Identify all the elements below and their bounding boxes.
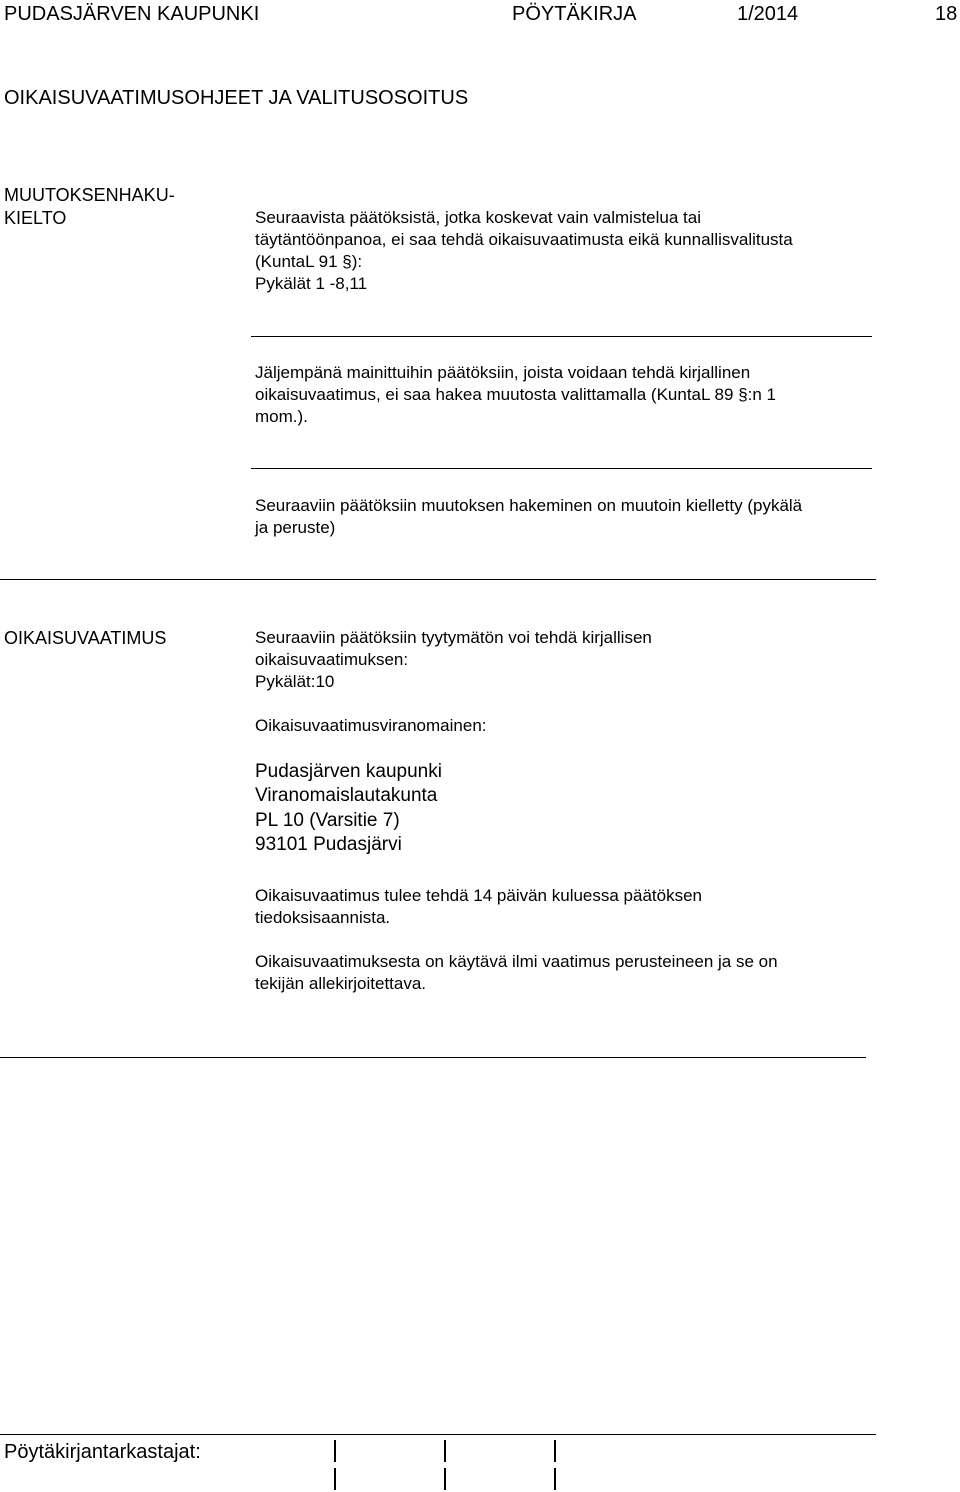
signature-separator [554, 1440, 556, 1462]
address-line: Viranomaislautakunta [255, 785, 438, 806]
signature-separator [444, 1468, 446, 1490]
authority-label: Oikaisuvaatimusviranomainen: [255, 716, 487, 735]
claim-intro-line: oikaisuvaatimuksen: [255, 650, 409, 669]
footer-rule [0, 1434, 876, 1435]
signature-separator [334, 1468, 336, 1490]
header-doc-number: 1/2014 [737, 3, 799, 25]
header-org: PUDASJÄRVEN KAUPUNKI [4, 3, 260, 25]
ban-para1-line: Seuraavista päätöksistä, jotka koskevat vain valmistelua tai [255, 208, 702, 227]
ban-para3-line: Seuraaviin päätöksiin muutoksen hakeminen on muutoin kielletty (pykälä [255, 496, 803, 515]
page-title: OIKAISUVAATIMUSOHJEET JA VALITUSOSOITUS [4, 87, 469, 109]
deadline-line: tiedoksisaannista. [255, 908, 391, 927]
signature-separator [554, 1468, 556, 1490]
header-doc-type: PÖYTÄKIRJA [512, 3, 637, 25]
ban-para1-line: täytäntöönpanoa, ei saa tehdä oikaisuvaatimusta eikä kunnallisvalitusta [255, 230, 793, 249]
ban-para2-line: oikaisuvaatimus, ei saa hakea muutosta valittamalla (KuntaL 89 §:n 1 [255, 385, 776, 404]
address-line: PL 10 (Varsitie 7) [255, 810, 400, 831]
footer-label: Pöytäkirjantarkastajat: [4, 1441, 201, 1463]
deadline-line: Oikaisuvaatimus tulee tehdä 14 päivän kuluessa päätöksen [255, 886, 703, 905]
ban-para1-line: (KuntaL 91 §): [255, 252, 363, 271]
signature-separator [334, 1440, 336, 1462]
section-label-ban-line2: KIELTO [4, 208, 67, 228]
content-line: Oikaisuvaatimuksesta on käytävä ilmi vaatimus perusteineen ja se on [255, 952, 778, 971]
divider [251, 468, 872, 469]
divider [251, 336, 872, 337]
ban-para2-line: mom.). [255, 407, 308, 426]
address-line: 93101 Pudasjärvi [255, 834, 402, 855]
section-label-claim: OIKAISUVAATIMUS [4, 628, 167, 648]
section-divider [0, 1057, 866, 1058]
ban-para2-line: Jäljempänä mainittuihin päätöksiin, joista voidaan tehdä kirjallinen [255, 363, 751, 382]
header-page-number: 18 [935, 3, 958, 25]
address-line: Pudasjärven kaupunki [255, 761, 442, 782]
claim-intro-line: Pykälät:10 [255, 672, 335, 691]
ban-para3-line: ja peruste) [255, 518, 336, 537]
claim-intro-line: Seuraaviin päätöksiin tyytymätön voi tehdä kirjallisen [255, 628, 652, 647]
ban-para1-line: Pykälät 1 -8,11 [255, 274, 368, 293]
content-line: tekijän allekirjoitettava. [255, 974, 427, 993]
section-label-ban-line1: MUUTOKSENHAKU- [4, 185, 175, 205]
section-divider [0, 579, 876, 580]
signature-separator [444, 1440, 446, 1462]
